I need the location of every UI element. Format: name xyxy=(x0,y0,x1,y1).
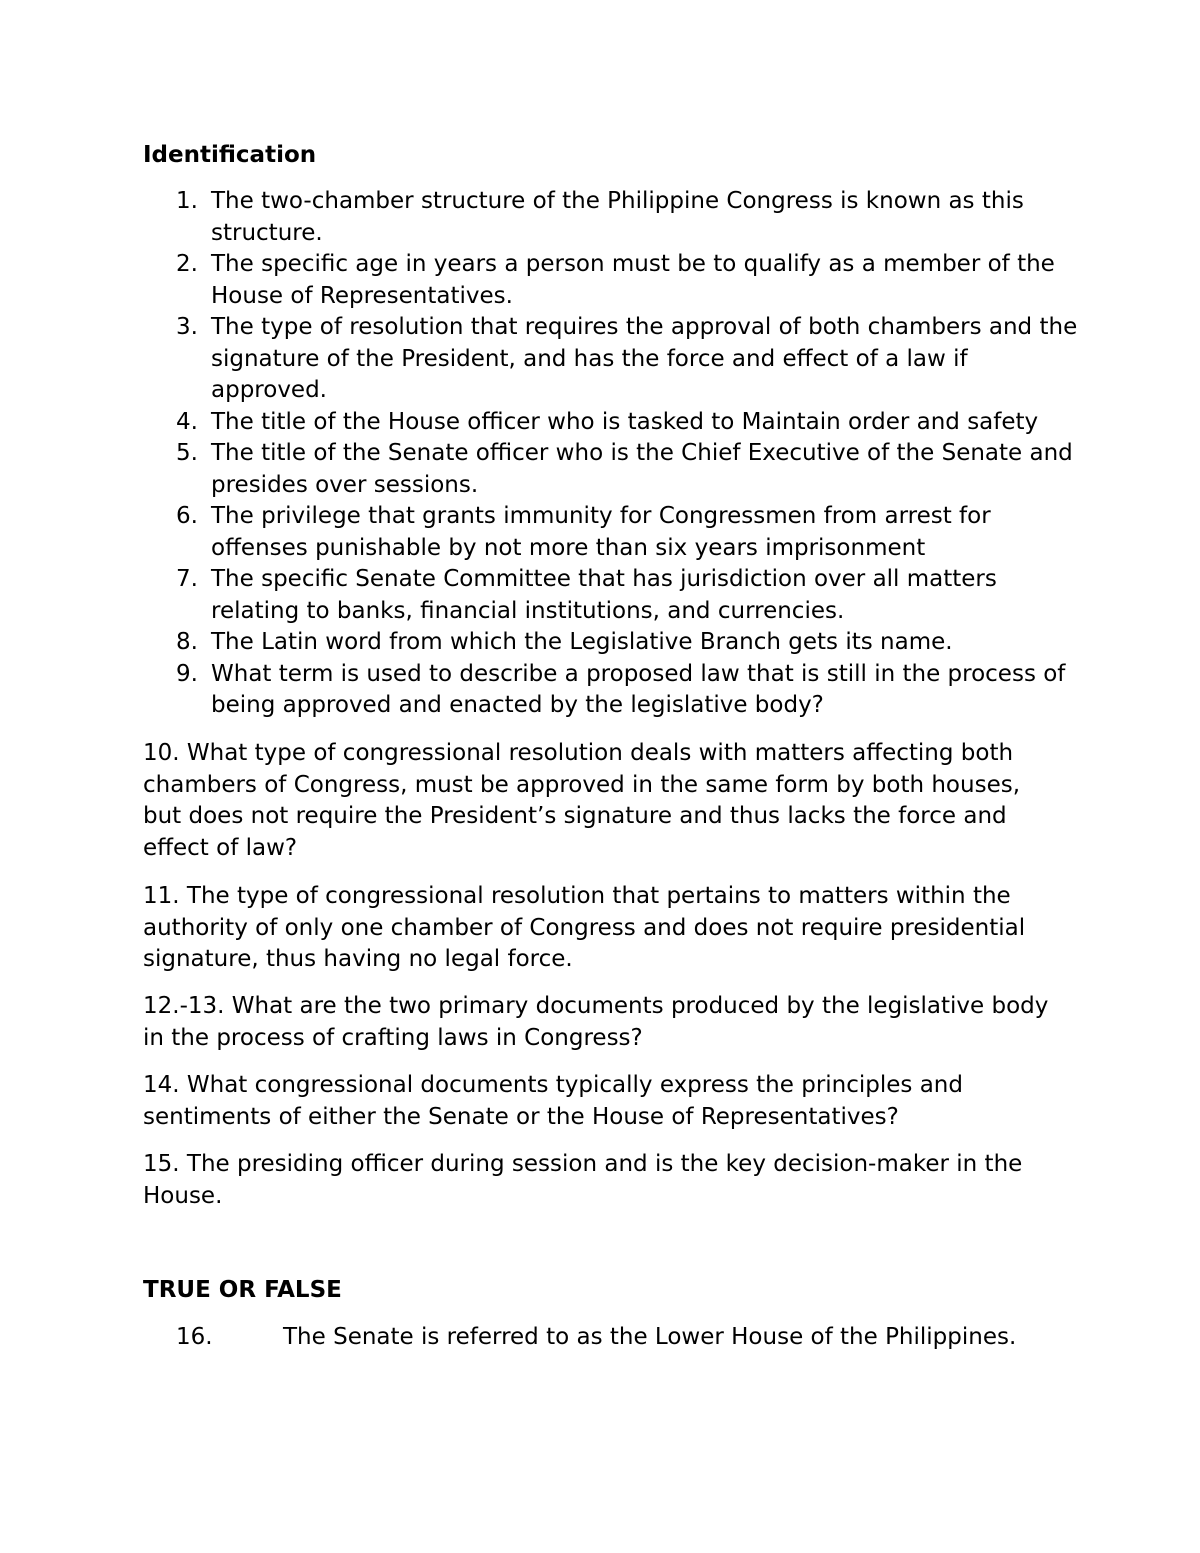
item-number: 9. xyxy=(176,660,198,687)
identification-list xyxy=(0,186,1200,722)
item-number: 4. xyxy=(176,408,198,435)
item-text: The Senate is referred to as the Lower House of the Philippines. xyxy=(283,1324,1017,1350)
item-number: 2. xyxy=(176,251,198,277)
question-paragraph: 11. The type of congressional resolution that pertains to matters within the authority of only one chamber of Congress and does not require presidential signature, thus having no legal force. xyxy=(143,883,1026,972)
item-text: The privilege that grants immunity for Congressmen from arrest for offenses punishable by not more than six years imprisonment xyxy=(211,503,991,561)
list-item xyxy=(0,659,1081,722)
item-number: 5. xyxy=(176,440,198,466)
question-paragraph: 15. The presiding officer during session and is the key decision-maker in the House. xyxy=(143,1151,1023,1209)
item-text: The title of the House officer who is tasked to Maintain order and safety xyxy=(211,408,1039,435)
item-number: 6. xyxy=(176,503,198,529)
list-item xyxy=(0,249,1081,312)
item-text: The two-chamber structure of the Philippine Congress is known as this structure. xyxy=(211,188,1024,246)
item-text: The type of resolution that requires the approval of both chambers and the signature of the President, and has the force and effect of a law if approved. xyxy=(211,314,1078,403)
list-item xyxy=(0,438,1081,501)
item-text: The specific Senate Committee that has jurisdiction over all matters relating to banks, financial institutions, and currencies. xyxy=(211,566,997,624)
list-item xyxy=(0,627,1081,659)
list-item xyxy=(0,186,1081,249)
list-item xyxy=(0,501,1081,564)
item-number: 1. xyxy=(176,188,198,214)
list-item xyxy=(0,312,1081,407)
question-paragraph: 10. What type of congressional resolution deals with matters affecting both chambers of Congress, must be approved in the same form by both houses, but does not require the President’s signature and thus lacks the force and effect of law? xyxy=(143,740,1021,861)
item-text: The specific age in years a person must be to qualify as a member of the House of Representatives. xyxy=(211,251,1055,309)
true-or-false-heading: TRUE OR FALSE xyxy=(143,1277,342,1303)
list-item xyxy=(0,407,1081,439)
item-number: 16. xyxy=(176,1324,213,1350)
item-number: 8. xyxy=(176,629,198,655)
item-text: The title of the Senate officer who is the Chief Executive of the Senate and presides over sessions. xyxy=(211,440,1073,498)
question-paragraph: 14. What congressional documents typically express the principles and sentiments of either the Senate or the House of Representatives? xyxy=(143,1072,963,1130)
item-text: What term is used to describe a proposed law that is still in the process of being approved and enacted by the legislative body? xyxy=(211,660,1066,718)
item-number: 3. xyxy=(176,314,198,340)
item-text: The Latin word from which the Legislative Branch gets its name. xyxy=(211,629,953,655)
list-item xyxy=(0,564,1081,627)
identification-heading: Identification xyxy=(143,142,317,168)
question-paragraph: 12.-13. What are the two primary documents produced by the legislative body in the process of crafting laws in Congress? xyxy=(143,993,1049,1051)
item-number: 7. xyxy=(176,566,198,592)
